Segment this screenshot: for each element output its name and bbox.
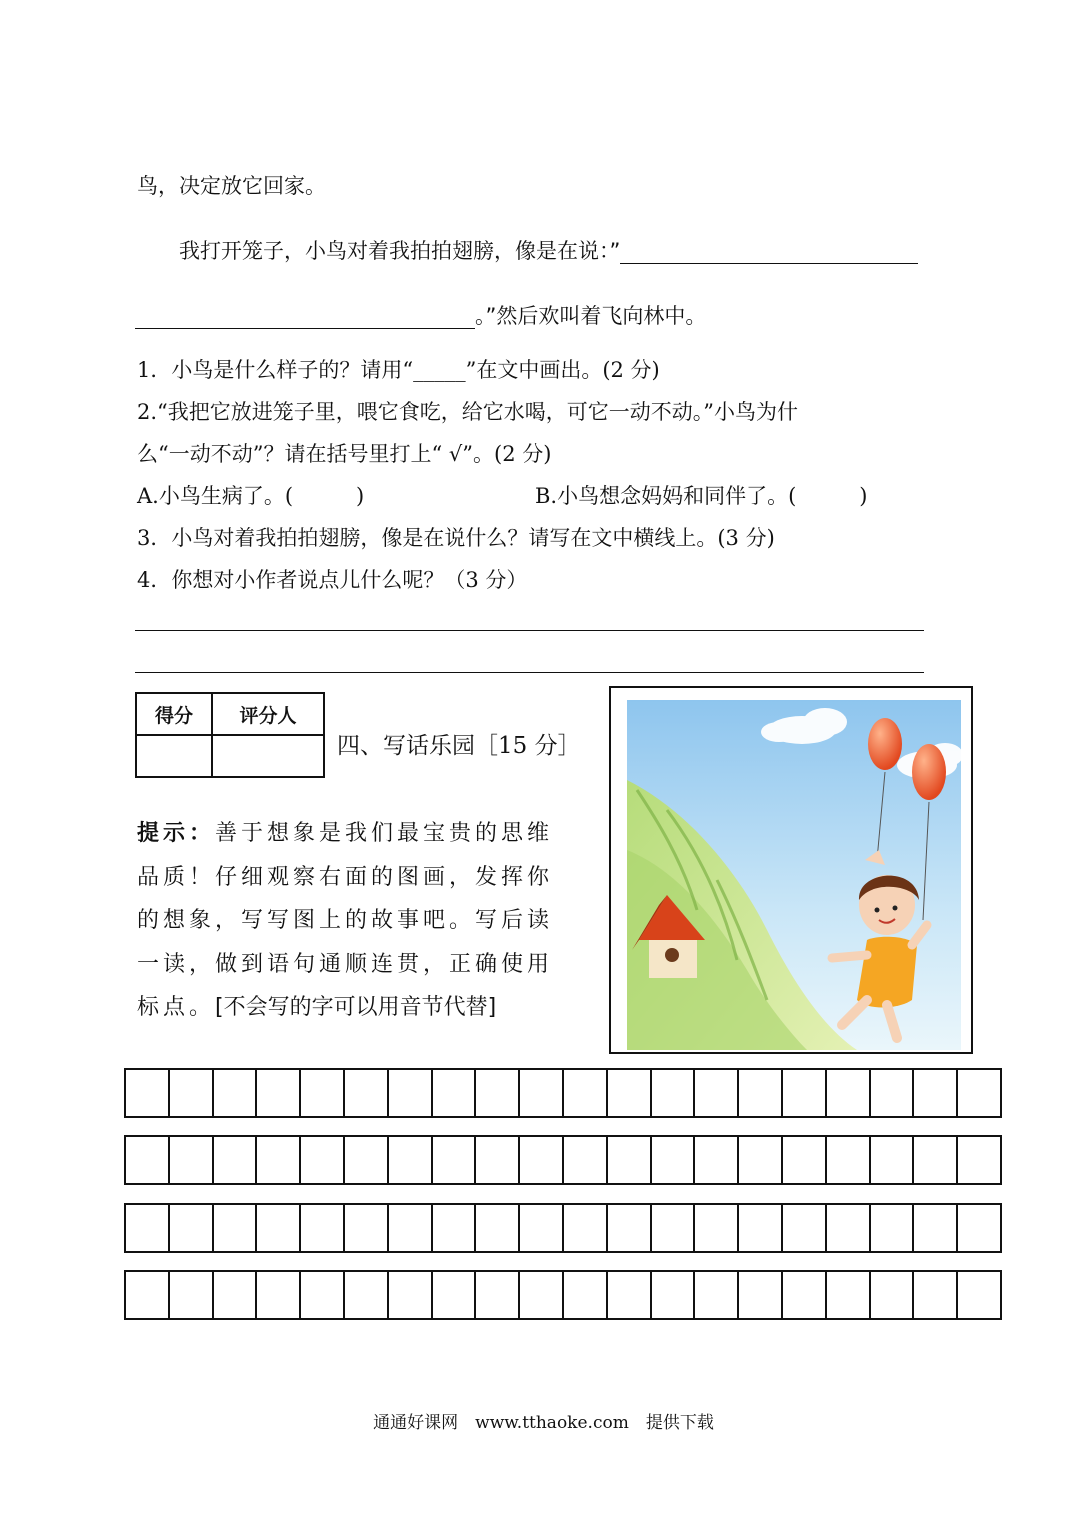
writing-grid-cell[interactable] [126, 1205, 170, 1251]
writing-grid-cell[interactable] [695, 1137, 739, 1183]
writing-grid-cell[interactable] [564, 1205, 608, 1251]
story-picture-frame [609, 686, 973, 1054]
writing-grid-cell[interactable] [214, 1070, 258, 1116]
writing-grid-cell[interactable] [301, 1070, 345, 1116]
writing-grid-cell[interactable] [126, 1137, 170, 1183]
writing-grid-cell[interactable] [958, 1272, 1002, 1318]
writing-grid-cell[interactable] [652, 1205, 696, 1251]
footer: 通通好课网 www.tthaoke.com 提供下载 [373, 1413, 714, 1433]
writing-grid-cell[interactable] [652, 1272, 696, 1318]
writing-grid-cell[interactable] [871, 1070, 915, 1116]
writing-grid-cell[interactable] [871, 1205, 915, 1251]
writing-grid-cell[interactable] [871, 1272, 915, 1318]
writing-grid-cell[interactable] [608, 1272, 652, 1318]
writing-grid-cell[interactable] [564, 1272, 608, 1318]
writing-grid-row [124, 1135, 1002, 1185]
writing-grid-cell[interactable] [783, 1070, 827, 1116]
writing-grid-cell[interactable] [301, 1272, 345, 1318]
writing-grid-cell[interactable] [345, 1205, 389, 1251]
balloon-icon [912, 744, 946, 800]
writing-grid-cell[interactable] [914, 1272, 958, 1318]
writing-grid-cell[interactable] [301, 1205, 345, 1251]
writing-grid-cell[interactable] [914, 1205, 958, 1251]
writing-grid-cell[interactable] [914, 1070, 958, 1116]
writing-grid-cell[interactable] [783, 1205, 827, 1251]
story-picture [627, 700, 961, 1050]
writing-grid-cell[interactable] [345, 1272, 389, 1318]
writing-grid-cell[interactable] [126, 1070, 170, 1116]
score-table [135, 692, 325, 778]
writing-grid-cell[interactable] [214, 1137, 258, 1183]
answer-blank-1[interactable] [620, 239, 918, 264]
section-4-title: 四、写话乐园［15 分］ [337, 733, 581, 759]
writing-grid-cell[interactable] [126, 1272, 170, 1318]
writing-grid-cell[interactable] [652, 1137, 696, 1183]
writing-grid-cell[interactable] [520, 1205, 564, 1251]
writing-grid-cell[interactable] [608, 1070, 652, 1116]
hint-bracket: [不会写的字可以用音节代替] [215, 995, 497, 1020]
writing-grid-cell[interactable] [476, 1070, 520, 1116]
writing-grid-cell[interactable] [608, 1137, 652, 1183]
writing-grid-cell[interactable] [520, 1070, 564, 1116]
writing-grid-cell[interactable] [783, 1137, 827, 1183]
writing-grid-cell[interactable] [958, 1205, 1002, 1251]
hint-label: 提示： [137, 820, 216, 846]
passage-line-3 [135, 300, 706, 330]
writing-grid-cell[interactable] [345, 1070, 389, 1116]
writing-grid-cell[interactable] [827, 1272, 871, 1318]
writing-grid-row [124, 1068, 1002, 1118]
writing-grid-cell[interactable] [783, 1272, 827, 1318]
writing-grid-cell[interactable] [389, 1137, 433, 1183]
writing-grid-cell[interactable] [564, 1070, 608, 1116]
writing-grid-cell[interactable] [958, 1070, 1002, 1116]
writing-grid-cell[interactable] [871, 1137, 915, 1183]
writing-grid-cell[interactable] [257, 1070, 301, 1116]
hint-text: 善于想象是我们最宝贵的思维品质！仔细观察右面的图画，发挥你的想象，写写图上的故事吧。写后读一读，做到语句通顺连贯，正确使用标点。 [137, 821, 554, 1020]
writing-grid-cell[interactable] [170, 1070, 214, 1116]
writing-grid-cell[interactable] [170, 1205, 214, 1251]
balloon-icon [868, 718, 902, 770]
writing-grid-cell[interactable] [257, 1272, 301, 1318]
writing-grid-cell[interactable] [564, 1137, 608, 1183]
writing-grid-cell[interactable] [214, 1205, 258, 1251]
writing-grid-row [124, 1203, 1002, 1253]
writing-grid-cell[interactable] [739, 1070, 783, 1116]
question-4: 4．你想对小作者说点儿什么呢？（3 分） [137, 568, 528, 592]
writing-grid-cell[interactable] [827, 1137, 871, 1183]
score-cell[interactable] [136, 735, 212, 777]
writing-grid-cell[interactable] [476, 1137, 520, 1183]
writing-grid-cell[interactable] [695, 1205, 739, 1251]
passage-line-3-text: 。”然后欢叫着飞向林中。 [475, 304, 707, 328]
writing-grid-cell[interactable] [520, 1272, 564, 1318]
writing-grid-cell[interactable] [345, 1137, 389, 1183]
writing-grid-cell[interactable] [433, 1205, 477, 1251]
writing-grid-cell[interactable] [914, 1137, 958, 1183]
score-header: 得分 [136, 693, 212, 735]
writing-grid-cell[interactable] [520, 1137, 564, 1183]
writing-grid-cell[interactable] [958, 1137, 1002, 1183]
writing-grid-cell[interactable] [827, 1205, 871, 1251]
question-2-line-1: 2.“我把它放进笼子里，喂它食吃，给它水喝，可它一动不动。”小鸟为什 [137, 400, 799, 424]
writing-grid-cell[interactable] [257, 1137, 301, 1183]
answer-blank-2[interactable] [135, 304, 475, 329]
writing-grid-cell[interactable] [433, 1272, 477, 1318]
writing-grid-cell[interactable] [827, 1070, 871, 1116]
question-2-line-2: 么“一动不动”？请在括号里打上“ √”。(2 分) [137, 442, 552, 466]
writing-grid-cell[interactable] [476, 1272, 520, 1318]
writing-grid-cell[interactable] [695, 1272, 739, 1318]
writing-grid-cell[interactable] [301, 1137, 345, 1183]
question-3: 3．小鸟对着我拍拍翅膀，像是在说什么？请写在文中横线上。(3 分) [137, 526, 775, 550]
writing-grid-cell[interactable] [433, 1070, 477, 1116]
passage-line-2 [179, 235, 918, 265]
writing-grid-cell[interactable] [652, 1070, 696, 1116]
answer-line-2[interactable] [135, 672, 924, 673]
writing-grid-cell[interactable] [170, 1137, 214, 1183]
girl-with-balloons-illustration [627, 700, 961, 1050]
writing-grid-cell[interactable] [739, 1137, 783, 1183]
passage-line-1: 鸟，决定放它回家。 [137, 174, 326, 198]
grader-header: 评分人 [212, 693, 324, 735]
option-b[interactable]: B.小鸟想念妈妈和同伴了。( ) [535, 484, 868, 508]
passage-line-2-text: 我打开笼子，小鸟对着我拍拍翅膀，像是在说：” [179, 239, 621, 263]
question-1: 1．小鸟是什么样子的？请用“_____”在文中画出。(2 分) [137, 358, 660, 382]
writing-grid-cell[interactable] [695, 1070, 739, 1116]
option-a[interactable]: A.小鸟生病了。( ) [137, 484, 365, 508]
writing-grid-row [124, 1270, 1002, 1320]
writing-grid-cell[interactable] [608, 1205, 652, 1251]
writing-grid-cell[interactable] [739, 1205, 783, 1251]
grader-cell[interactable] [212, 735, 324, 777]
writing-hint [137, 812, 577, 1030]
writing-grid-cell[interactable] [433, 1137, 477, 1183]
writing-grid-cell[interactable] [257, 1205, 301, 1251]
writing-grid-cell[interactable] [389, 1272, 433, 1318]
writing-grid-cell[interactable] [170, 1272, 214, 1318]
writing-grid-cell[interactable] [389, 1070, 433, 1116]
answer-line-1[interactable] [135, 630, 924, 631]
writing-grid-cell[interactable] [476, 1205, 520, 1251]
writing-grid-cell[interactable] [739, 1272, 783, 1318]
writing-grid-cell[interactable] [214, 1272, 258, 1318]
writing-grid-cell[interactable] [389, 1205, 433, 1251]
